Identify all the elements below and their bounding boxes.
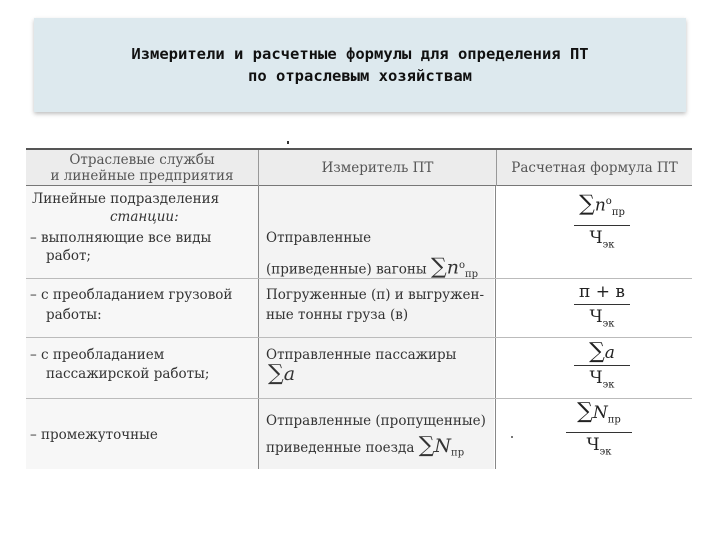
row4-formula: $\sum N_{пр}$ $Ч_{эк}$ [566, 402, 632, 463]
row1-label-line2: работ; [46, 248, 91, 264]
row4-meter-line2: приведенные поезда $\sum N_{пр}$ [266, 433, 465, 459]
header-col3: Расчетная формула ПТ [511, 160, 678, 176]
row1-meter-line1: Отправленные [266, 230, 372, 246]
stray-dot-2 [511, 436, 513, 438]
row3-label-line2: пассажирской работы; [46, 366, 210, 382]
row3-meter-symbol: ∑a [268, 361, 296, 386]
slide-title-line1: Измерители и расчетные формулы для определения ПТ [131, 45, 589, 63]
header-col-meter [259, 150, 497, 186]
header-col2: Измеритель ПТ [321, 160, 434, 176]
header-col-formula [497, 150, 692, 186]
slide-title-box [34, 18, 686, 112]
row1-meter-line2: (приведенные) вагоны $\sum n^о_{пр}$ [266, 254, 479, 281]
table-body [26, 186, 692, 469]
row1-formula: $\sum n^о_{пр}$ $Ч_{эк}$ [574, 192, 630, 255]
row4-meter-line1: Отправленные (пропущенные) [266, 413, 486, 429]
row2-meter-line1: Погруженные (п) и выгружен- [266, 287, 485, 303]
row1-label-line1: – выполняющие все виды [30, 230, 212, 246]
row2-meter-line2: ные тонны груза (в) [266, 307, 409, 323]
divider-h2 [26, 337, 692, 338]
divider-v2 [495, 186, 496, 469]
header-col1-line2: и линейные предприятия [50, 168, 234, 184]
row2-formula: п + в $Ч_{эк}$ [574, 282, 630, 334]
row2-label-line2: работы: [46, 307, 102, 323]
slide-title-line2: по отраслевым хозяйствам [248, 67, 472, 85]
table-header [26, 148, 692, 186]
row4-label-line1: – промежуточные [30, 427, 158, 443]
row3-meter-line1: Отправленные пассажиры [266, 347, 457, 363]
divider-v1 [258, 186, 259, 469]
row1-category-line1: Линейные подразделения [32, 191, 220, 207]
header-col1-line1: Отраслевые службы [69, 152, 215, 168]
row1-category-line2: станции: [110, 209, 179, 225]
ratio-table [26, 148, 692, 469]
row3-formula: ∑a $Ч_{эк}$ [574, 342, 630, 395]
row3-label-line1: – с преобладанием [30, 347, 165, 363]
stray-dot [287, 141, 289, 144]
row2-label-line1: – с преобладанием грузовой [30, 287, 233, 303]
header-col-services [26, 150, 259, 186]
